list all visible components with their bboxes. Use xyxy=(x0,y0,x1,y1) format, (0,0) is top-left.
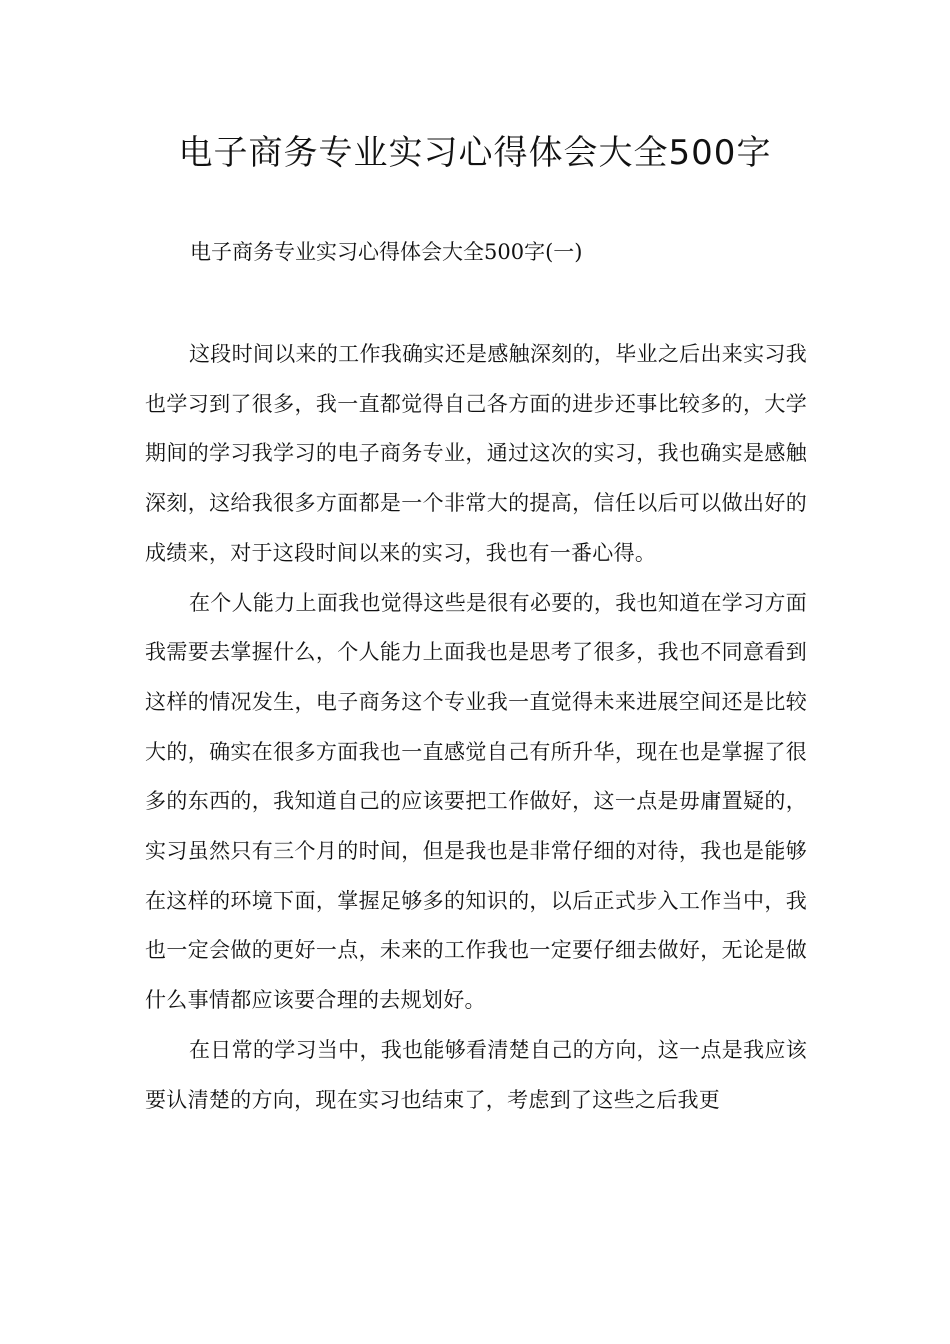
document-body xyxy=(145,330,807,1125)
paragraph-1: 这段时间以来的工作我确实还是感触深刻的，毕业之后出来实习我也学习到了很多，我一直都觉得自己各方面的进步还事比较多的，大学期间的学习我学习的电子商务专业，通过这次的实习，我也确实是感触深刻，这给我很多方面都是一个非常大的提高，信任以后可以做出好的成绩来，对于这段时间以来的实习，我也有一番心得。 xyxy=(145,342,807,565)
document-subtitle: 电子商务专业实习心得体会大全500字(一) xyxy=(190,240,583,264)
paragraph-3: 在日常的学习当中，我也能够看清楚自己的方向，这一点是我应该要认清楚的方向，现在实习也结束了，考虑到了这些之后我更 xyxy=(145,1037,807,1112)
document-title: 电子商务专业实习心得体会大全500字 xyxy=(178,133,772,173)
paragraph-2: 在个人能力上面我也觉得这些是很有必要的，我也知道在学习方面我需要去掌握什么，个人能力上面我也是思考了很多，我也不同意看到这样的情况发生，电子商务这个专业我一直觉得未来进展空间还是比较大的，确实在很多方面我也一直感觉自己有所升华，现在也是掌握了很多的东西的，我知道自己的应该要把工作做好，这一点是毋庸置疑的，实习虽然只有三个月的时间，但是我也是非常仔细的对待，我也是能够在这样的环境下面，掌握足够多的知识的，以后正式步入工作当中，我也一定会做的更好一点，未来的工作我也一定要仔细去做好，无论是做什么事情都应该要合理的去规划好。 xyxy=(145,590,807,1013)
